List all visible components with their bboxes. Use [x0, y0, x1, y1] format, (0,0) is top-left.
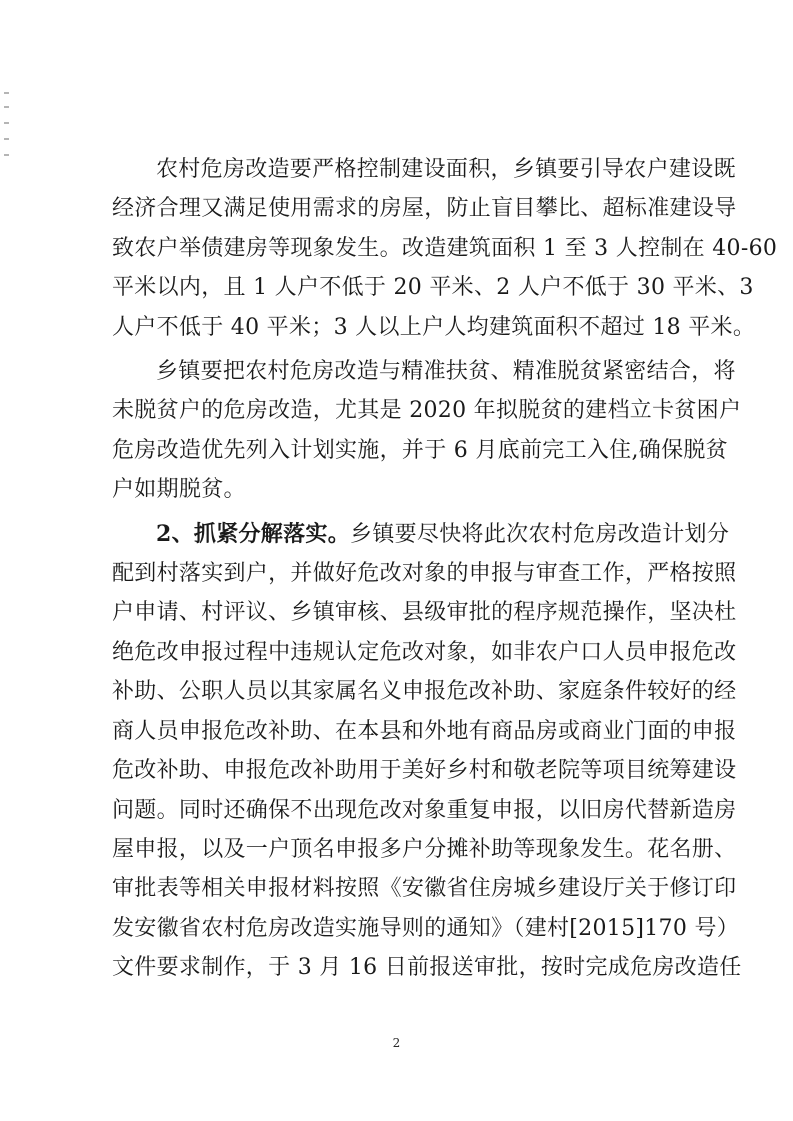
text-line: 绝危改申报过程中违规认定危改对象，如非农户口人员申报危改: [112, 639, 737, 665]
text-line: 商人员申报危改补助、在本县和外地有商品房或商业门面的申报: [112, 718, 737, 744]
text-line: 未脱贫户的危房改造，尤其是 2020 年拟脱贫的建档立卡贫困户: [112, 398, 742, 424]
text-line: 审批表等相关申报材料按照《安徽省住房城乡建设厅关于修订印: [112, 876, 737, 902]
text-line: 经济合理又满足使用需求的房屋，防止盲目攀比、超标准建设导: [112, 196, 737, 222]
text-line: [112, 515, 730, 554]
text-line: 屋申报，以及一户顶名申报多户分摊补助等现象发生。花名册、: [112, 836, 737, 862]
text-line: 发安徽省农村危房改造实施导则的通知》（建村[2015]170 号）: [112, 915, 740, 941]
heading-line-rest: 乡镇要尽快将此次农村危房改造计划分: [350, 521, 730, 547]
paragraph-poverty-priority: [112, 352, 742, 510]
section-heading: 2、抓紧分解落实。: [156, 520, 351, 547]
text-line: 人户不低于 40 平米；3 人以上户人均建筑面积不超过 18 平米。: [112, 314, 756, 340]
text-line: 户如期脱贫。: [112, 477, 246, 503]
text-line: 补助、公职人员以其家属名义申报危改补助、家庭条件较好的经: [112, 679, 737, 705]
text-line: 平米以内，且 1 人户不低于 20 平米、2 人户不低于 30 平米、3: [112, 275, 754, 301]
text-line: 户申请、村评议、乡镇审核、县级审批的程序规范操作，坚决杜: [112, 600, 737, 626]
paragraph-area-control: [112, 150, 778, 347]
body-text: [112, 150, 778, 988]
text-line: 农村危房改造要严格控制建设面积，乡镇要引导农户建设既: [156, 157, 736, 182]
text-line: 问题。同时还确保不出现危改对象重复申报，以旧房代替新造房: [112, 797, 737, 823]
text-line: 危改补助、申报危改补助用于美好乡村和敬老院等项目统筹建设: [112, 758, 737, 784]
text-line: 文件要求制作，于 3 月 16 日前报送审批，按时完成危房改造任: [112, 955, 742, 981]
text-line: 危房改造优先列入计划实施，并于 6 月底前完工入住,确保脱贫: [112, 437, 728, 463]
text-line: 致农户举债建房等现象发生。改造建筑面积 1 至 3 人控制在 40-60: [112, 235, 778, 261]
page-number: 2: [392, 1036, 401, 1050]
text-line: 乡镇要把农村危房改造与精准扶贫、精准脱贫紧密结合，将: [156, 359, 736, 385]
paragraph-implementation: [112, 515, 742, 988]
scan-edge-marks: [4, 92, 10, 172]
text-line: 配到村落实到户，并做好危改对象的申报与审查工作，严格按照: [112, 561, 737, 587]
